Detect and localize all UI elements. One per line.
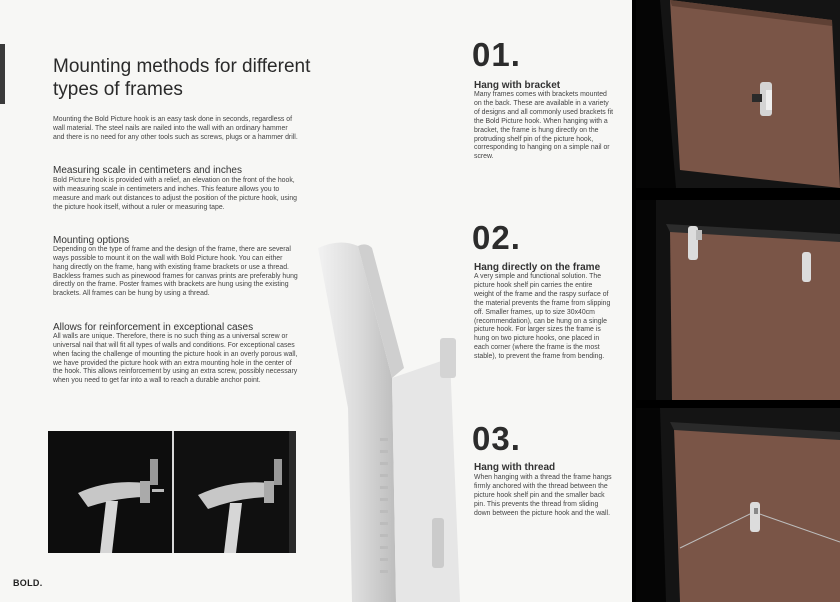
thread-hook-icon	[750, 502, 760, 532]
picture-hook-closeup	[300, 238, 470, 602]
method-body-thread: When hanging with a thread the frame hangs firmly anchored with the thread between the picture hook shelf pin and the smaller back pin. This prevents the thread from sliding down between the picture hook and the wall.	[474, 474, 612, 517]
page-title: Mounting methods for different types of frames	[53, 56, 311, 100]
method-body-frame: A very simple and functional solution. The picture hook shelf pin carries the entire weight of the frame and the raspy surface of the material prevents the frame from slipping off. Smaller frames, up to size 30x40cm (recommendation), can be hung on a single picture hook. For larger sizes the frame is hung on two picture hooks, one placed in each corner (where the frame is the most stable), to prevent the frame from bending.	[474, 273, 611, 361]
method-number-1: 01.	[472, 36, 521, 73]
intro-paragraph: Mounting the Bold Picture hook is an easy task done in seconds, regardless of wall material. The steel nails are nailed into the wall with an ordinary hammer and there is no need for any other tools such as screws, plugs or a hammer drill.	[53, 116, 298, 141]
section-body-reinforcement: All walls are unique. Therefore, there is no such thing as a universal screw or universal nail that will fit all types of walls and conditions. For exceptional cases when facing the challenge of mounting the picture hook in an overly porous wall, we have provided the picture hook with an extra mounting hole in the center of the hook. This allows reinforcement by using an extra screw, possibly necessary when you need to get far into a wall to reach a durable anchor point.	[53, 333, 298, 385]
frame-hook-icon	[802, 252, 811, 282]
method-body-bracket: Many frames comes with brackets mounted on the back. These are available in a variety of designs and all commonly used brackets fit the Bold Picture hook. When hanging with a bracket, the frame is hung directly on the protruding shelf pin of the picture hook, corresponding to hanging on a simple nail or screw.	[474, 91, 614, 161]
photo-hang-on-frame	[636, 200, 840, 400]
photo-hang-with-thread	[636, 408, 840, 602]
section-body-measuring: Bold Picture hook is provided with a relief, an elevation on the front of the hook, with measuring scale in centimeters and inches. This feature allows you to measure and mark out distances to adjust the position of the picture hook, using the picture hook itself, without a ruler or measuring tape.	[53, 177, 297, 211]
bold-logo: BOLD.	[13, 578, 43, 588]
method-number-3: 03.	[472, 420, 521, 457]
hammer-photo-pair	[48, 431, 296, 553]
method-heading-bracket: Hang with bracket	[474, 80, 561, 91]
method-heading-frame: Hang directly on the frame	[474, 262, 601, 273]
method-heading-thread: Hang with thread	[474, 462, 556, 473]
photo-hang-with-bracket	[636, 0, 840, 188]
accent-bar	[0, 44, 5, 104]
method-number-2: 02.	[472, 219, 521, 256]
section-heading-measuring: Measuring scale in centimeters and inches	[53, 165, 242, 176]
section-heading-mounting: Mounting options	[53, 235, 130, 246]
section-heading-reinforcement: Allows for reinforcement in exceptional cases	[53, 322, 254, 333]
section-body-mounting: Depending on the type of frame and the design of the frame, there are several ways possible to mount it on the wall with Bold Picture hook. You can either hang directly on the frame, hang with existing frame brackets or use a thread. Backless frames such as pinewood frames for canvas prints are preferably hung directly on the frame. Poster frames with brackets are hung using the existing brackets. All frames can be hung by using a thread.	[53, 246, 298, 298]
